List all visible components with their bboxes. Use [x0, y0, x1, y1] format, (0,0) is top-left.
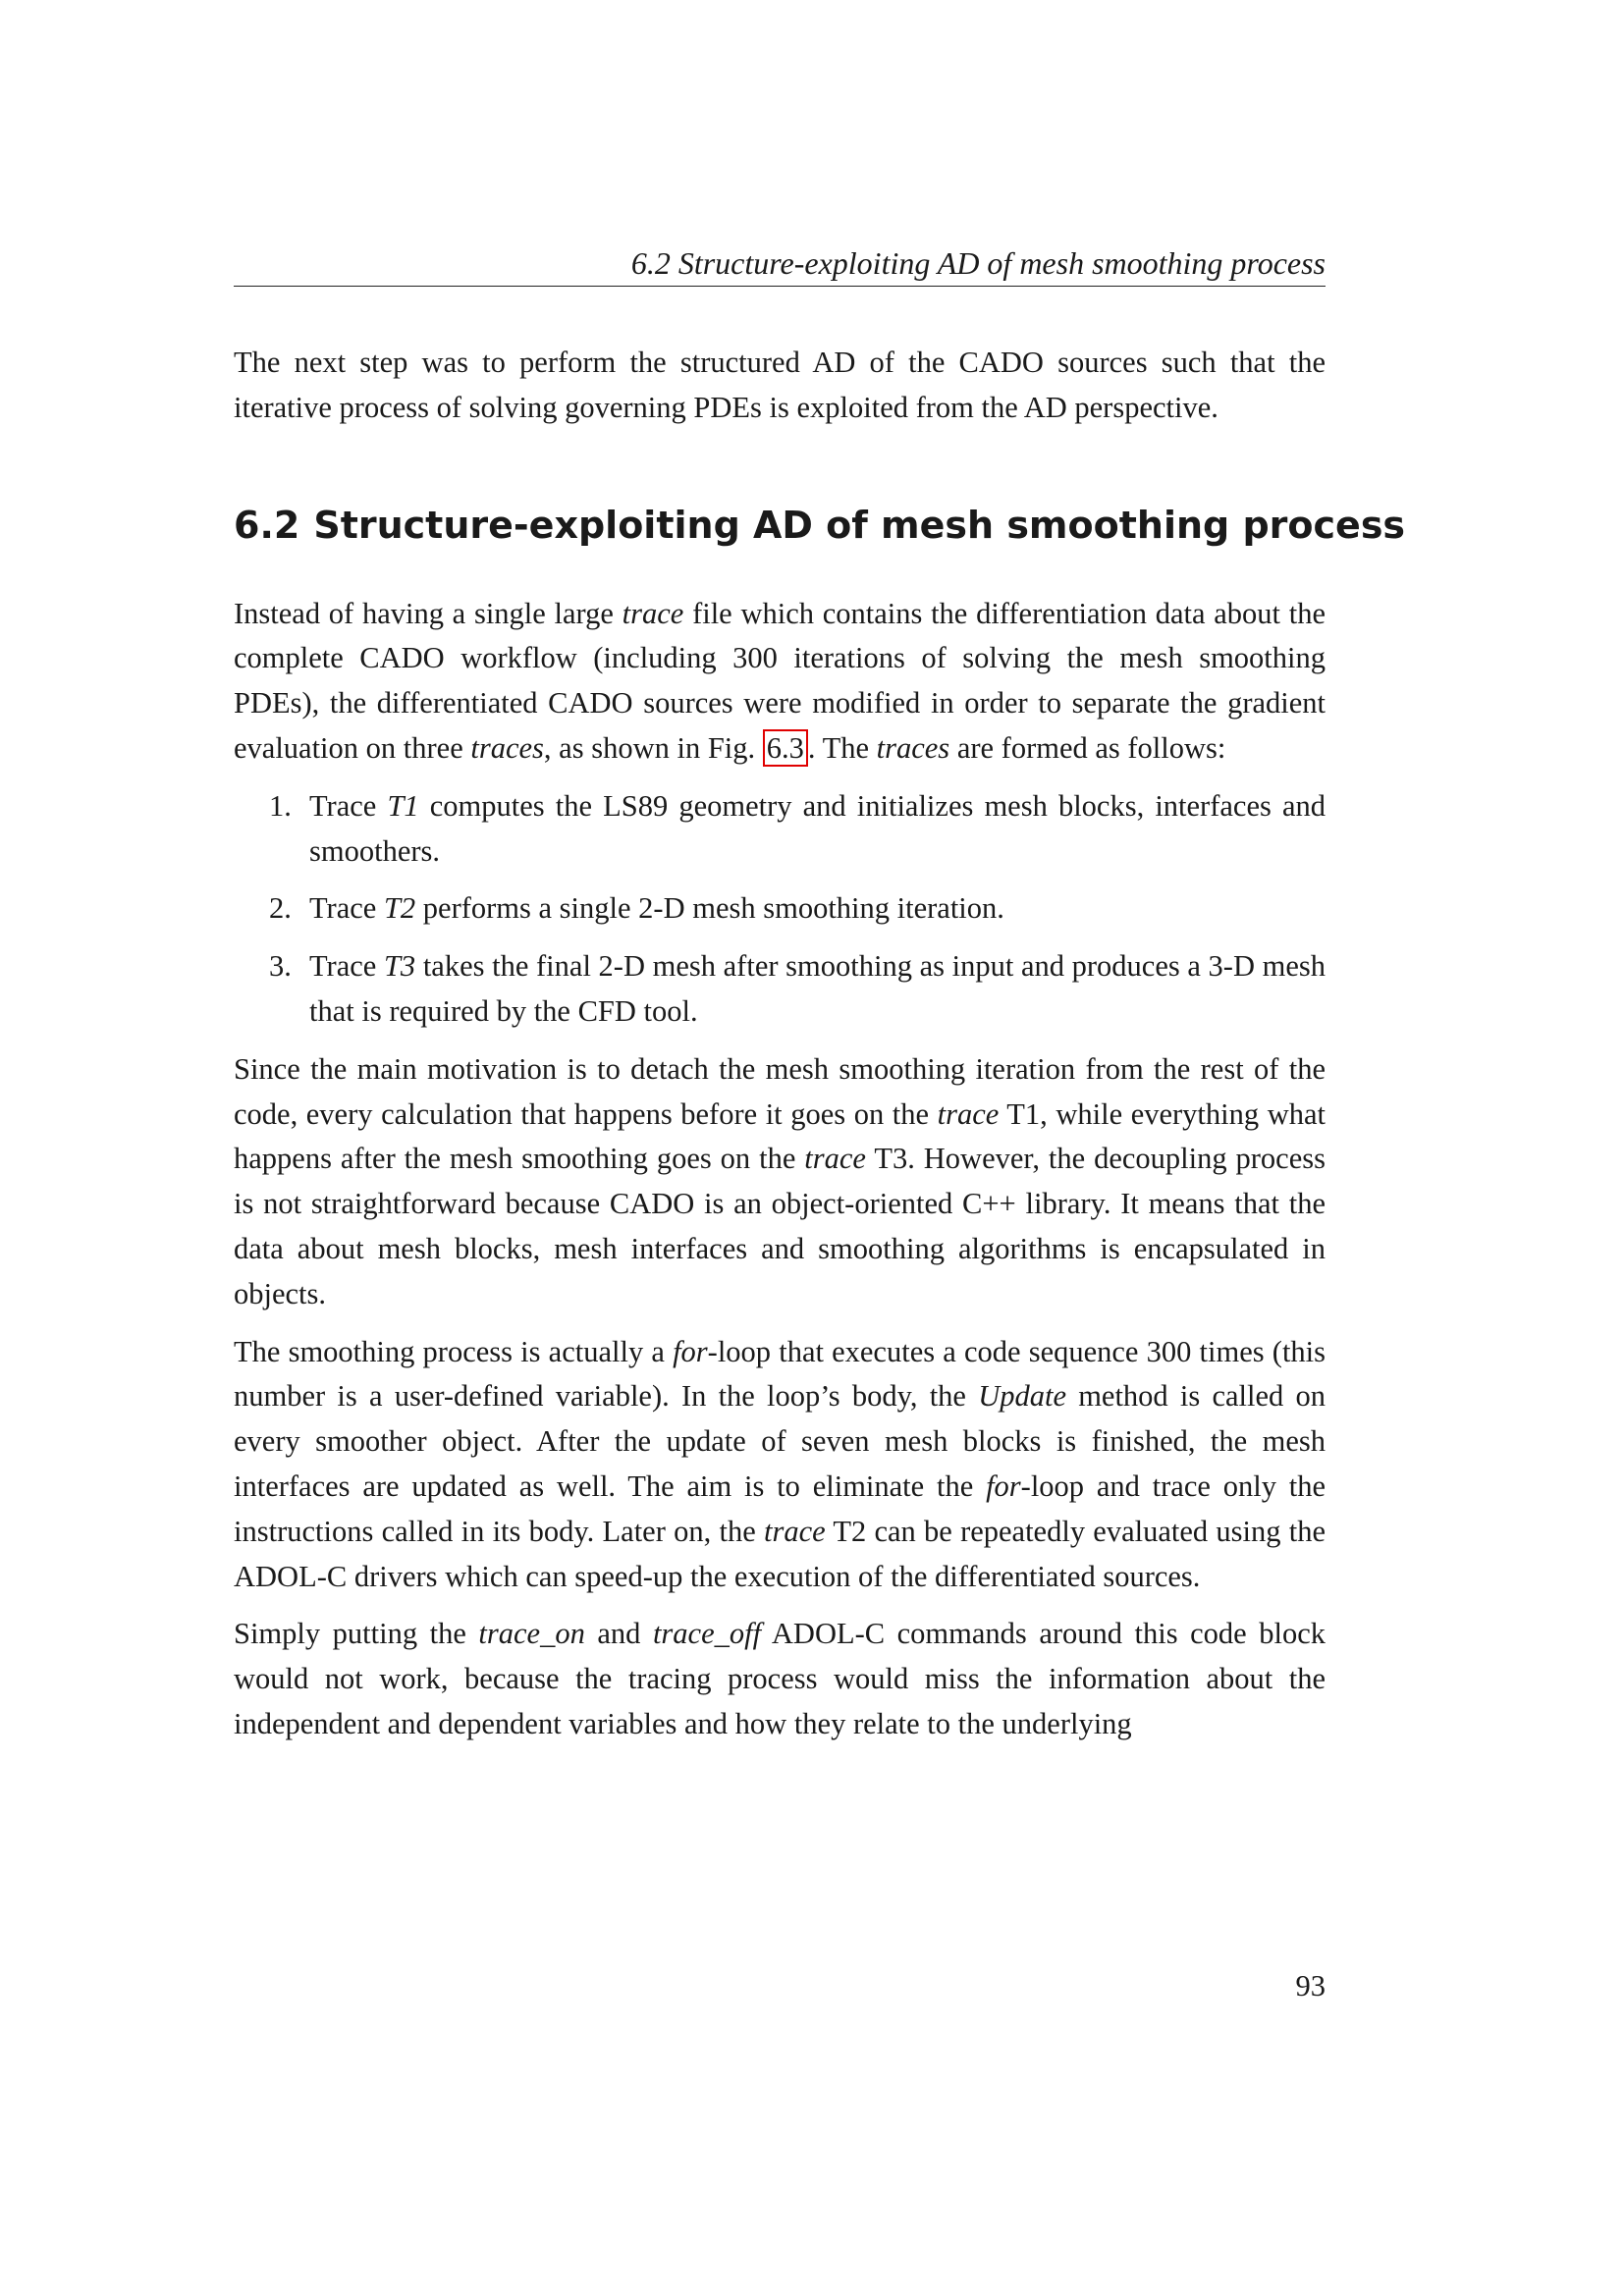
- text-run: ADOL-C commands around this code block would not work, because the tracing process would miss the information about the independent and dependent variables and how they relate to the underlying: [234, 1617, 1326, 1740]
- emphasis-for: for: [986, 1468, 1021, 1503]
- text-run: Instead of having a single large: [234, 596, 623, 630]
- emphasis-update: Update: [978, 1379, 1066, 1414]
- text-run: , as shown in Fig.: [543, 730, 763, 765]
- section-title: Structure-exploiting AD of mesh smoothing process: [313, 503, 1406, 547]
- emphasis-trace-name: T3: [383, 949, 416, 984]
- emphasis-trace-name: T2: [383, 891, 416, 926]
- emphasis-trace-on: trace_on: [478, 1617, 585, 1651]
- text-run: are formed as follows:: [949, 730, 1226, 765]
- emphasis-trace-name: T1: [387, 788, 419, 823]
- text-run: performs a single 2-D mesh smoothing iteration.: [415, 891, 1004, 926]
- text-run: and: [584, 1617, 653, 1651]
- text-run: method is called on every smoother object. After the update of seven mesh blocks is finished, the mesh interfaces are updated as well. The aim is to eliminate the: [234, 1379, 1326, 1503]
- text-run: . The: [807, 730, 877, 765]
- list-item-number: 2.: [269, 891, 292, 926]
- emphasis-trace: trace: [763, 1514, 826, 1548]
- page-number: 93: [1295, 1969, 1326, 2002]
- text-run: takes the final 2-D mesh after smoothing as input and produces a 3-D mesh that is required by the CFD tool.: [309, 949, 1326, 1028]
- section-heading: [234, 502, 1406, 549]
- paragraph-trace-commands: [234, 1612, 1326, 1746]
- text-run: T1, while everything what happens after the mesh smoothing goes on the: [234, 1096, 1326, 1176]
- emphasis-traces: traces: [470, 730, 544, 765]
- emphasis-trace: trace: [804, 1142, 866, 1176]
- list-item-number: 1.: [269, 788, 292, 823]
- running-head: 6.2 Structure-exploiting AD of mesh smoothing process: [630, 245, 1326, 281]
- list-item: [234, 944, 1326, 1035]
- text-run: T2 can be repeatedly evaluated using the ADOL-C drivers which can speed-up the execution of the differentiated sources.: [234, 1514, 1326, 1593]
- emphasis-trace: trace: [937, 1096, 1000, 1131]
- intro-paragraph: The next step was to perform the structured AD of the CADO sources such that the iterative process of solving governing PDEs is exploited from the AD perspective.: [234, 346, 1326, 424]
- trace-list: [234, 784, 1326, 1035]
- text-run: -loop and trace only the instructions called in its body. Later on, the: [234, 1468, 1326, 1548]
- header-rule: [234, 286, 1326, 287]
- text-run: Trace: [309, 788, 388, 823]
- text-run: computes the LS89 geometry and initializes mesh blocks, interfaces and smoothers.: [309, 788, 1326, 868]
- text-run: T3. However, the decoupling process is not straightforward because CADO is an object-oriented C++ library. It means that the data about mesh blocks, mesh interfaces and smoothing algorithms is encapsulated in objects.: [234, 1142, 1326, 1310]
- text-run: file which contains the differentiation data about the complete CADO workflow (including 300 iterations of solving the mesh smoothing PDEs), the differentiated CADO sources were modified in order to separate the gradient evaluation on three: [234, 596, 1326, 765]
- paragraph-decoupling: [234, 1047, 1326, 1317]
- list-item-number: 3.: [269, 949, 292, 984]
- text-run: The smoothing process is actually a: [234, 1334, 674, 1368]
- paragraph-traces-intro: [234, 592, 1326, 772]
- paragraph-smoothing-loop: [234, 1330, 1326, 1600]
- list-item: [234, 886, 1326, 932]
- emphasis-trace: trace: [622, 596, 684, 630]
- emphasis-trace-off: trace_off: [652, 1617, 762, 1651]
- document-page: [234, 0, 1406, 2296]
- text-run: Simply putting the: [234, 1617, 479, 1651]
- text-run: -loop that executes a code sequence 300 times (this number is a user-defined variable). In the loop’s body, the: [234, 1334, 1326, 1414]
- text-run: Since the main motivation is to detach the mesh smoothing iteration from the rest of the code, every calculation that happens before it goes on the: [234, 1051, 1326, 1131]
- section-number: 6.2: [234, 503, 300, 547]
- emphasis-for: for: [673, 1334, 708, 1368]
- text-run: Trace: [309, 891, 384, 926]
- figure-reference-link[interactable]: 6.3: [763, 729, 808, 767]
- emphasis-traces: traces: [876, 730, 950, 765]
- list-item: [234, 784, 1326, 875]
- text-run: Trace: [309, 949, 384, 984]
- page-body: [234, 341, 1406, 1747]
